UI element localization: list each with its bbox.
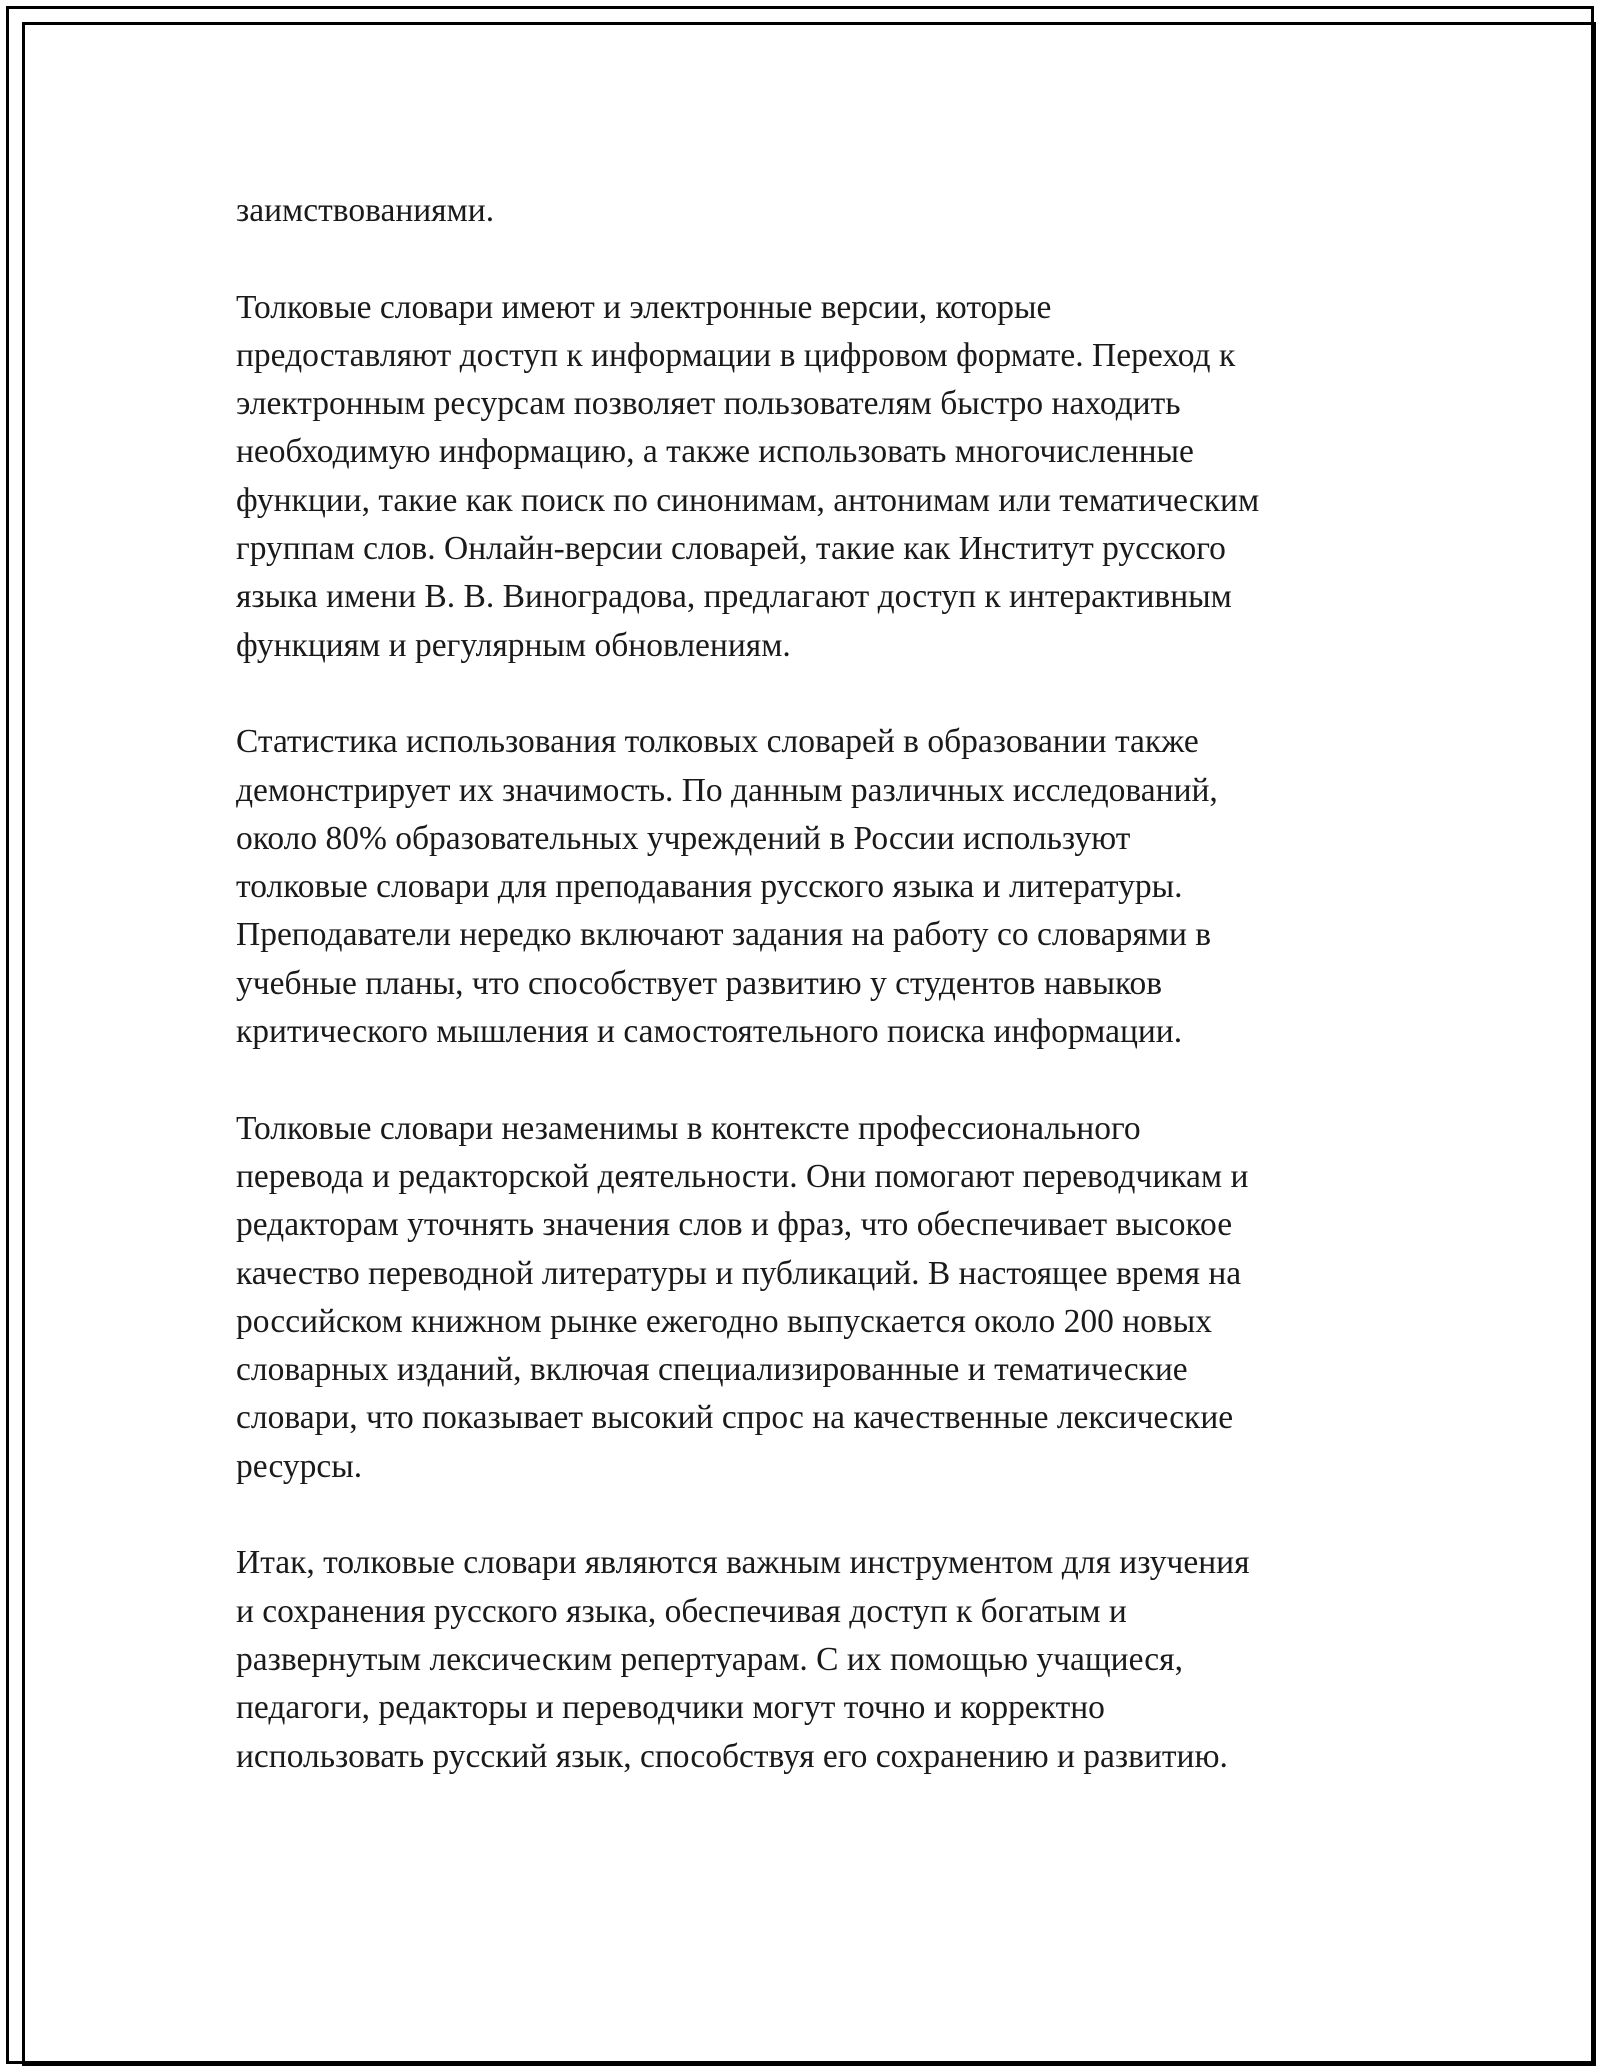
- paragraph-continuation: заимствованиями.: [236, 192, 495, 229]
- paragraph-conclusion: Итак, толковые словари являются важным инструментом для изучения и сохранения русского языка, обеспечивая доступ к богатым и развернутым лексическим репертуарам. С их помощью учащиеся, педагоги, редакторы и переводчики могут точно и корректно использовать русский язык, способствуя его сохранению и развитию.: [236, 1544, 1250, 1775]
- document-body: [236, 187, 1386, 1829]
- paragraph-electronic-versions: Толковые словари имеют и электронные версии, которые предоставляют доступ к информации в цифровом формате. Переход к электронным ресурсам позволяет пользователям быстро находить необходимую информацию, а также использовать многочисленные функции, такие как поиск по синонимам, антонимам или тематическим группам слов. Онлайн-версии словарей, такие как Институт русского языка имени В. В. Виноградова, предлагают доступ к интерактивным функциям и регулярным обновлениям.: [236, 288, 1260, 664]
- paragraph-education-statistics: Статистика использования толковых словарей в образовании также демонстрирует их значимость. По данным различных исследований, около 80% образовательных учреждений в России используют толковые словари для преподавания русского языка и литературы. Преподаватели нередко включают задания на работу со словарями в учебные планы, что способствует развитию у студентов навыков критического мышления и самостоятельного поиска информации.: [236, 723, 1218, 1051]
- paragraph-translation-editing: Толковые словари незаменимы в контексте профессионального перевода и редакторской деятельности. Они помогают переводчикам и редакторам уточнять значения слов и фраз, что обеспечивает высокое качество переводной литературы и публикаций. В настоящее время на российском книжном рынке ежегодно выпускается около 200 новых словарных изданий, включая специализированные и тематические словари, что показывает высокий спрос на качественные лексические ресурсы.: [236, 1109, 1249, 1485]
